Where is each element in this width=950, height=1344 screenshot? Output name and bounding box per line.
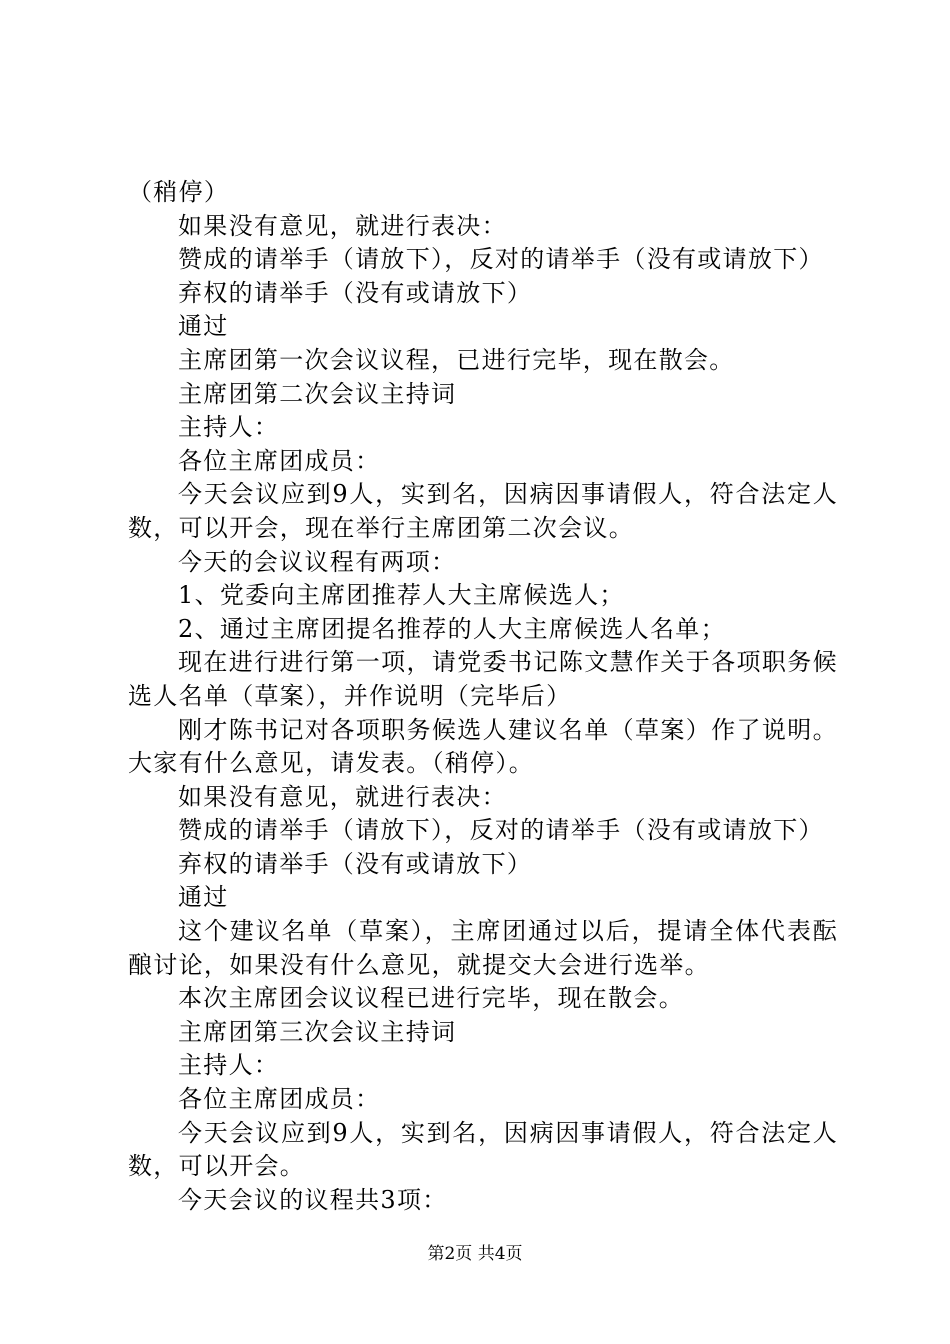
paragraph: 各位主席团成员： xyxy=(178,1085,381,1114)
paragraph: 通过 xyxy=(178,312,229,341)
list-item: 2、通过主席团提名推荐的人大主席候选人名单； xyxy=(178,614,726,643)
paragraph: 现在进行进行第一项，请党委书记陈文慧作关于各项职务候选人名单（草案），并作说明（完毕后） xyxy=(128,648,838,710)
paragraph: 主持人： xyxy=(178,1051,280,1080)
paragraph: （稍停） xyxy=(128,178,230,206)
list-item: 1、党委向主席团推荐人大主席候选人； xyxy=(178,581,625,610)
paragraph: 今天会议应到9人，实到名，因病因事请假人，符合法定人数，可以开会，现在举行主席团第二次会议。 xyxy=(128,480,838,542)
paragraph: 如果没有意见，就进行表决： xyxy=(178,782,507,811)
paragraph: 刚才陈书记对各项职务候选人建议名单（草案）作了说明。大家有什么意见，请发表。（稍停）。 xyxy=(128,715,838,778)
paragraph: 今天会议的议程共3项： xyxy=(178,1185,448,1214)
paragraph: 主持人： xyxy=(178,413,280,442)
paragraph: 本次主席团会议议程已进行完毕，现在散会。 xyxy=(178,984,684,1013)
paragraph: 弃权的请举手（没有或请放下） xyxy=(178,849,533,878)
paragraph: 今天的会议议程有两项： xyxy=(178,547,457,576)
page-number-footer: 第2页 共4页 xyxy=(427,1244,523,1264)
paragraph: 今天会议应到9人，实到名，因病因事请假人，符合法定人数，可以开会。 xyxy=(128,1118,838,1181)
paragraph: 这个建议名单（草案），主席团通过以后，提请全体代表酝酿讨论，如果没有什么意见，就提交大会进行选举。 xyxy=(128,917,838,979)
paragraph: 各位主席团成员： xyxy=(178,446,381,475)
paragraph: 赞成的请举手（请放下），反对的请举手（没有或请放下） xyxy=(178,245,824,274)
paragraph: 主席团第一次会议议程，已进行完毕，现在散会。 xyxy=(178,345,735,374)
document-body xyxy=(128,176,838,1217)
paragraph: 弃权的请举手（没有或请放下） xyxy=(178,278,533,307)
paragraph: 赞成的请举手（请放下），反对的请举手（没有或请放下） xyxy=(178,816,824,845)
section-heading: 主席团第三次会议主持词 xyxy=(178,1017,457,1046)
paragraph: 通过 xyxy=(178,883,229,912)
paragraph: 如果没有意见，就进行表决： xyxy=(178,211,507,240)
section-heading: 主席团第二次会议主持词 xyxy=(178,379,457,408)
